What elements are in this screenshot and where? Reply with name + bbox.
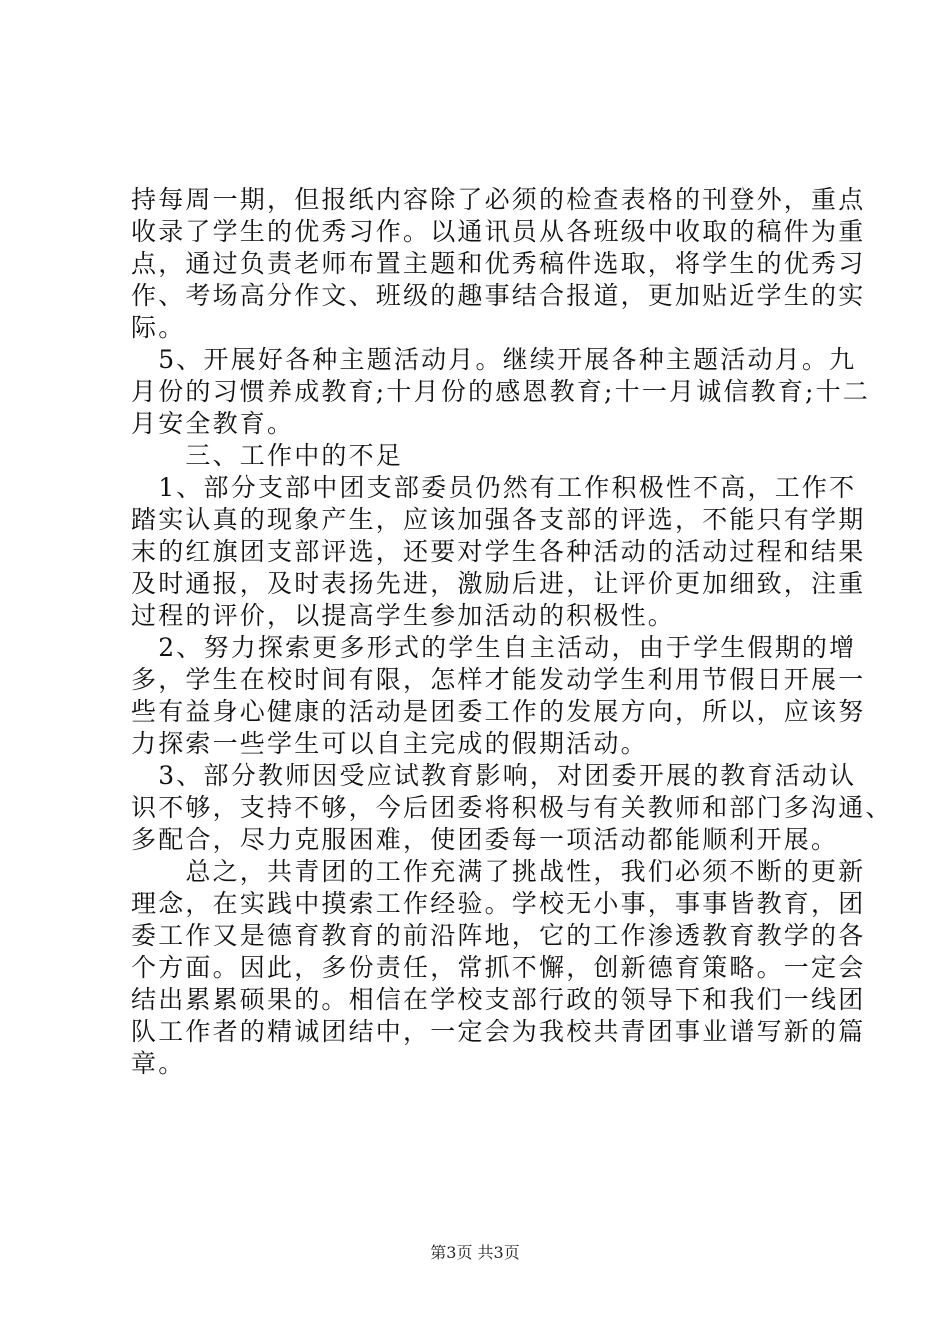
text-line: 识不够，支持不够，今后团委将积极与有关教师和部门多沟通、	[131, 793, 893, 822]
text-line: 委工作又是德育教育的前沿阵地，它的工作渗透教育教学的各	[131, 921, 866, 950]
text-line: 末的红旗团支部评选，还要对学生各种活动的活动过程和结果	[131, 537, 866, 566]
text-line: 1、部分支部中团支部委员仍然有工作积极性不高，工作不	[131, 473, 857, 502]
text-line: 结出累累硕果的。相信在学校支部行政的领导下和我们一线团	[131, 985, 866, 1014]
text-line: 些有益身心健康的活动是团委工作的发展方向，所以，应该努	[131, 697, 866, 726]
text-line: 持每周一期，但报纸内容除了必须的检查表格的刊登外，重点	[131, 185, 866, 214]
text-line: 及时通报，及时表扬先进，激励后进，让评价更加细致，注重	[131, 569, 866, 598]
text-line: 队工作者的精诚团结中，一定会为我校共青团事业谱写新的篇	[131, 1017, 866, 1046]
text-line: 月份的习惯养成教育;十月份的感恩教育;十一月诚信教育;十二	[131, 377, 871, 406]
text-line: 2、努力探索更多形式的学生自主活动，由于学生假期的增	[131, 633, 857, 662]
text-line: 章。	[131, 1049, 186, 1078]
text-line: 作、考场高分作文、班级的趣事结合报道，更加贴近学生的实	[131, 281, 866, 310]
text-line: 月安全教育。	[131, 409, 295, 438]
text-line: 理念，在实践中摸索工作经验。学校无小事，事事皆教育，团	[131, 889, 866, 918]
section-heading: 三、工作中的不足	[131, 441, 404, 470]
text-line: 力探索一些学生可以自主完成的假期活动。	[131, 729, 648, 758]
text-line: 过程的评价，以提高学生参加活动的积极性。	[131, 601, 676, 630]
text-line: 个方面。因此，多份责任，常抓不懈，创新德育策略。一定会	[131, 953, 866, 982]
text-line: 多配合，尽力克服困难，使团委每一项活动都能顺利开展。	[131, 825, 839, 854]
text-line: 收录了学生的优秀习作。以通讯员从各班级中收取的稿件为重	[131, 217, 866, 246]
text-line: 总之，共青团的工作充满了挑战性，我们必须不断的更新	[131, 857, 866, 886]
page-number-footer: 第3页 共3页	[430, 1243, 520, 1262]
text-line: 5、开展好各种主题活动月。继续开展各种主题活动月。九	[131, 345, 857, 374]
text-line: 际。	[131, 313, 186, 342]
text-line: 踏实认真的现象产生，应该加强各支部的评选，不能只有学期	[131, 505, 866, 534]
text-line: 多，学生在校时间有限，怎样才能发动学生利用节假日开展一	[131, 665, 866, 694]
text-line: 3、部分教师因受应试教育影响，对团委开展的教育活动认	[131, 761, 857, 790]
text-line: 点，通过负责老师布置主题和优秀稿件选取，将学生的优秀习	[131, 249, 866, 278]
